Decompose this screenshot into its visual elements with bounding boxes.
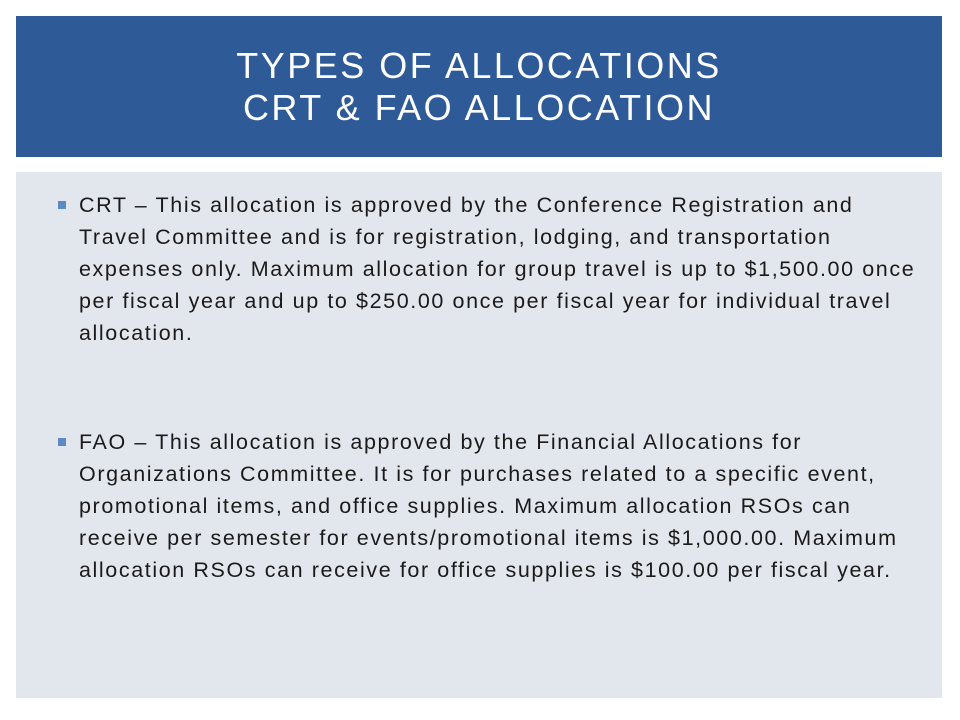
bullet-text-fao: FAO – This allocation is approved by the Financial Allocations for Organizations Committee. It is for purchases related to a specific event, promotional items, and office supplies. Maximum allocation RSOs can receive per semester for events/promotional items is $1,000.00. Maximum allocation RSOs can receive for office supplies is $100.00 per fiscal year. (79, 430, 898, 582)
body-panel (16, 172, 942, 698)
bullet-text-crt: CRT – This allocation is approved by the Conference Registration and Travel Committee and is for registration, lodging, and transportation expenses only. Maximum allocation for group travel is up to $1,500.00 once per fiscal year and up to $250.00 once per fiscal year for individual travel allocation. (79, 193, 916, 345)
slide-title-line-2: CRT & FAO ALLOCATION (242, 86, 716, 128)
slide-title-line-1: TYPES OF ALLOCATIONS (236, 44, 722, 86)
square-bullet-icon (58, 201, 66, 209)
title-bar (16, 16, 942, 157)
square-bullet-icon (58, 438, 66, 446)
